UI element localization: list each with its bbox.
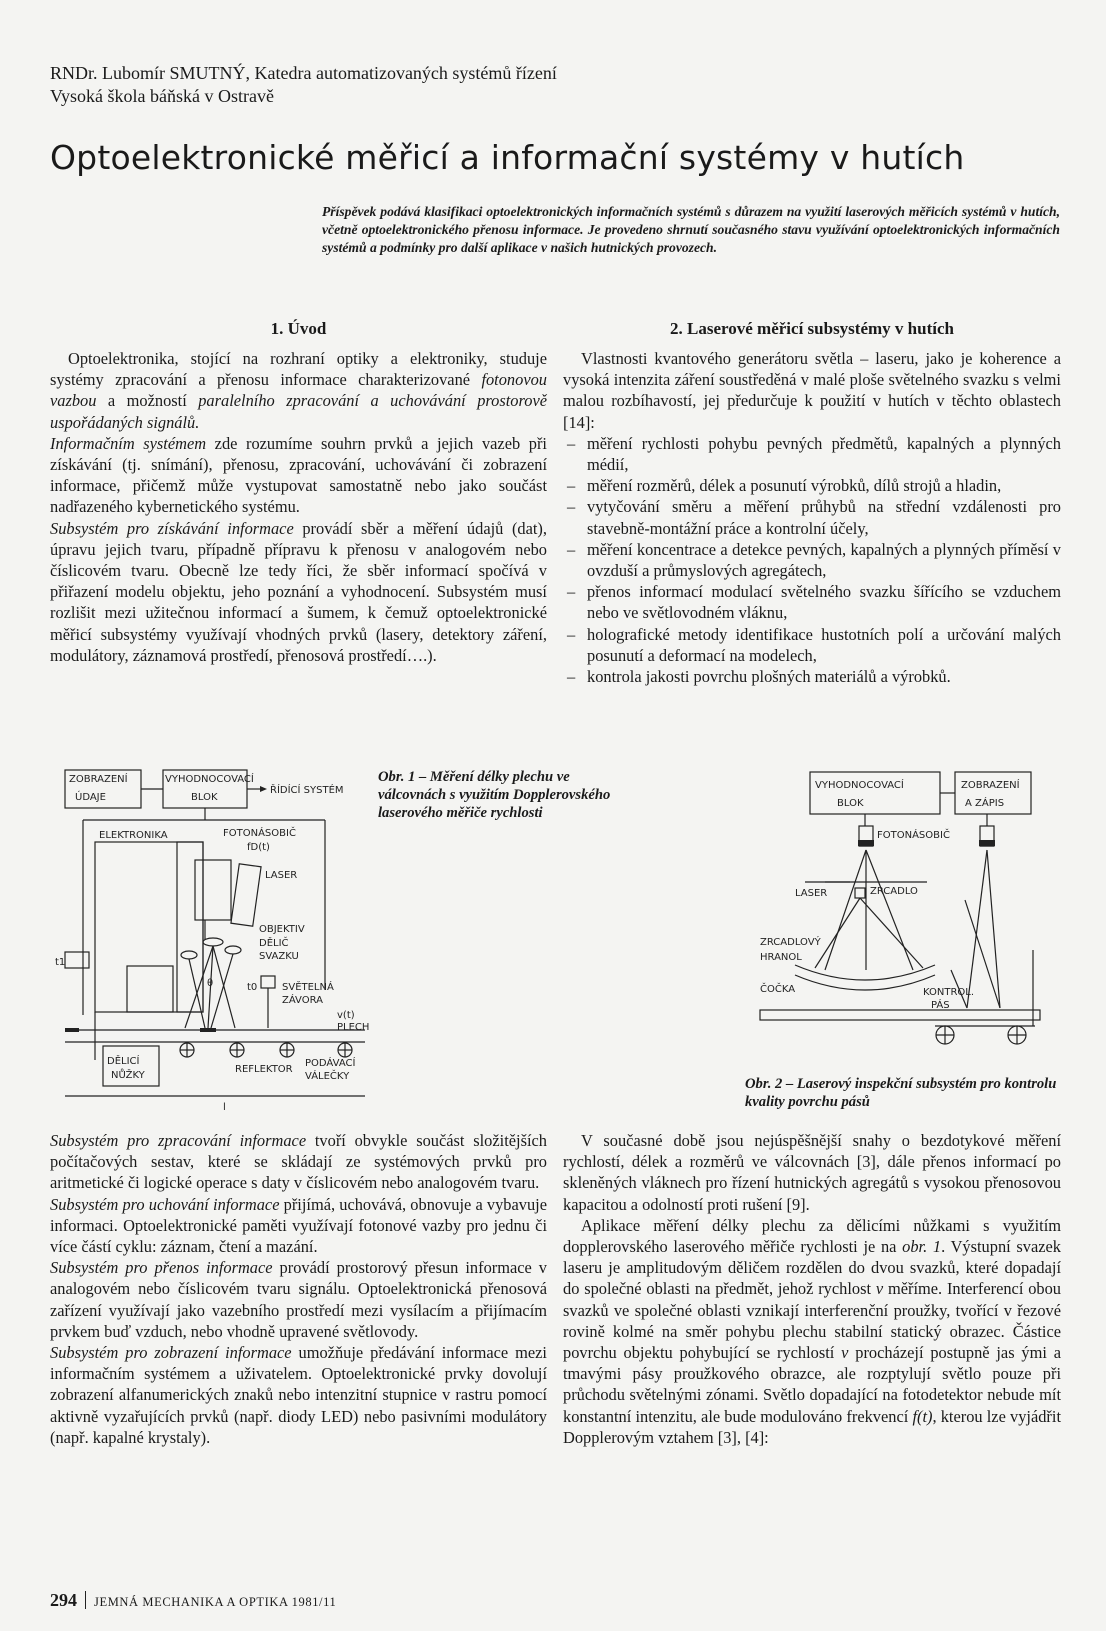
fig2-label: VYHODNOCOVACÍ	[815, 780, 904, 791]
paragraph	[50, 1342, 547, 1448]
list-item: – kontrola jakosti povrchu plošných materiálů a výrobků.	[563, 666, 1061, 687]
fig1-label: LASER	[265, 870, 298, 881]
fig1-label: FOTONÁSOBIČ	[223, 828, 296, 839]
emphasis: fotonovou vazbou	[50, 370, 547, 411]
author-block	[50, 62, 557, 108]
text-run: přijímá, uchovává, obnovuje a vybavuje informaci. Optoelektronické paměti využívají fotonové vazby pro jednu či více částí cyklu: záznam, čtení a mazání.	[50, 1194, 547, 1257]
term: Subsystém pro přenos informace	[50, 1258, 273, 1278]
fig1-label: ZÁVORA	[282, 995, 323, 1006]
paragraph	[50, 518, 547, 666]
fig2-label: A ZÁPIS	[965, 798, 1005, 809]
page-number: 294	[50, 1590, 77, 1610]
text-run: zde rozumíme souhrn prvků a jejich vazeb při získávání (tj. snímání), přenosu, zpracování, uchovávání či zobrazení informace, přičemž může vystupovat samostatně nebo jako součást nadřazeného kybernetického systému.	[50, 433, 547, 517]
paragraph	[50, 1130, 547, 1194]
paragraph	[50, 348, 547, 433]
fig1-label: REFLEKTOR	[235, 1064, 293, 1075]
journal-name: JEMNÁ MECHANIKA A OPTIKA 1981/11	[94, 1595, 337, 1609]
text-run: a možností	[96, 391, 199, 411]
fig2-label: LASER	[795, 888, 828, 899]
fig1-label: ELEKTRONIKA	[99, 830, 168, 841]
fig2-label: KONTROL.	[923, 987, 975, 998]
figure-reference: obr. 1	[902, 1237, 942, 1257]
fig2-label: HRANOL	[760, 952, 802, 963]
fig1-label: DĚLICÍ	[107, 1056, 140, 1067]
fig1-label: ŘÍDÍCÍ SYSTÉM	[270, 785, 344, 796]
list-item: – měření koncentrace a detekce pevných, kapalných a plynných příměsí v ovzduší a průmyslových agregátech,	[563, 539, 1061, 581]
figure-1-diagram	[55, 760, 370, 1115]
variable: v	[875, 1279, 884, 1299]
author-line: RNDr. Lubomír SMUTNÝ, Katedra automatizovaných systémů řízení	[50, 63, 557, 83]
fig1-label: l	[223, 1102, 226, 1113]
list-item: – měření rychlosti pohybu pevných předmětů, kapalných a plynných médií,	[563, 433, 1061, 475]
text-run: , kterou lze vyjádřit Dopplerovým vztahem [3], [4]:	[563, 1406, 1061, 1447]
text-run: . Výstupní svazek laseru je amplitudovým děličem rozdělen do dvou svazků, které dopadají do společné oblasti na předmět, jehož rychlost	[563, 1237, 1061, 1299]
fig1-label: DĚLIČ	[259, 938, 289, 949]
text-run: procházejí postupně jas ými a tmavými pásy proužkového obrazce, ale rozptylují světlo pouze při průchodu světelnými zónami. Světlo dopadající na fotodetektor nebude mít konstantní intenzitu, ale bude modulováno frekvencí	[563, 1343, 1062, 1426]
text-run: tvoří obvykle součást složitějších počítačových sestav, které se skládají ze systémových prvků pro aritmetické či logické operace s daty v číslicovém nebo analogovém tvaru.	[50, 1131, 547, 1193]
fig1-label: ZOBRAZENÍ	[69, 774, 128, 785]
variable: f(t)	[912, 1406, 933, 1426]
variable: v	[841, 1343, 849, 1363]
footer-divider	[85, 1591, 86, 1609]
term: Subsystém pro zpracování informace	[50, 1131, 307, 1150]
text-run: Aplikace měření délky plechu za dělicími nůžkami s využitím dopplerovského laserového měřiče rychlosti je na	[563, 1215, 1061, 1257]
fig1-label: SVĚTELNÁ	[282, 982, 334, 993]
figure-2-caption: Obr. 2 – Laserový inspekční subsystém pro kontrolu kvality povrchu pásů	[745, 1076, 1057, 1110]
fig1-label: fD(t)	[247, 842, 270, 853]
list-item: – přenos informací modulací světelného svazku šířícího se vzduchem nebo ve světlovodném vláknu,	[563, 581, 1061, 623]
column-4	[563, 1130, 1061, 1448]
text-run: umožňuje předávání informace mezi informačním systémem a uživatelem. Optoelektronické prvky dovolují zobrazení alfanumerických znaků nebo intenzitní stupnice v rastru pomocí aktivně vyzařujících prvků (např. diody LED) nebo pasivními modulátory (např. kapalné krystaly).	[50, 1343, 547, 1447]
text-run: Optoelektronika, stojící na rozhraní optiky a elektroniky, studuje systémy zpracování a přenosu informace charakterizované	[50, 349, 547, 390]
term: Subsystém pro uchování informace	[50, 1194, 280, 1214]
fig1-label: PLECH	[337, 1022, 370, 1033]
section-heading-laser: 2. Laserové měřicí subsystémy v hutích	[670, 319, 954, 338]
paragraph: Vlastnosti kvantového generátoru světla – laseru, jako je koherence a vysoká intenzita záření soustředěná v malé ploše světelného svazku s velmi malou rozbíhavostí, jej předurčuje k použití v hutích v těchto oblastech [14]:	[563, 349, 1061, 432]
fig1-label: ÚDAJE	[75, 792, 106, 803]
fig1-label: t1	[55, 957, 66, 968]
fig2-label: ZOBRAZENÍ	[961, 780, 1020, 791]
text-run: provádí sběr a měření údajů (dat), úpravu jejich tvaru, případně přípravu k přenosu v analogovém nebo číslicovém tvaru. Obecně lze tedy říci, že sběr informací spočívá v přiřazení modelu objektu, jeho poznání a vyhodnocení. Subsystém musí rozlišit mezi užitečnou informací a šumem, k čemuž optoelektronické měřicí subsystémy využívají vhodných prvků (lasery, detektory záření, modulátory, záznamová prostředí, přenosová prostředí….).	[50, 518, 547, 665]
section-heading-intro: 1. Úvod	[270, 319, 327, 338]
fig1-label: t0	[247, 982, 258, 993]
fig1-label: VYHODNOCOVACÍ	[165, 774, 254, 785]
text-run: provádí prostorový přesun informace v analogovém nebo číslicovém tvaru signálu. Optoelektronická přenosová zařízení využívají jako vazebního prostředí mezi vysílacím a přijímacím prvkem buď vzduch, nebo vhodně upravené světlovody.	[50, 1258, 547, 1341]
term: Informačním systémem	[50, 433, 207, 453]
column-3	[50, 1130, 547, 1448]
column-1	[50, 318, 547, 666]
fig1-label: SVAZKU	[259, 951, 299, 962]
list-item: – měření rozměrů, délek a posunutí výrobků, dílů strojů a hladin,	[563, 475, 1061, 496]
figure-2-diagram	[755, 770, 1060, 1055]
affiliation-line: Vysoká škola báňská v Ostravě	[50, 86, 274, 106]
abstract: Příspěvek podává klasifikaci optoelektronických informačních systémů s důrazem na využití laserových měřicích systémů v hutích, včetně optoelektronického přenosu informace. Je provedeno shrnutí současného stavu využívání optoelektronických informačních systémů a podmínky pro další aplikace v našich hutnických provozech.	[322, 204, 1060, 255]
emphasis: paralelního zpracování a uchovávání prostorově uspořádaných signálů.	[50, 391, 547, 432]
page-footer	[50, 1590, 336, 1612]
list-item: – vytyčování směru a měření průhybů na střední vzdálenosti pro stavebně-montážní práce a kontrolní účely,	[563, 496, 1061, 538]
term: Subsystém pro zobrazení informace	[50, 1343, 292, 1363]
fig1-label: VÁLEČKY	[305, 1071, 350, 1082]
fig2-label: BLOK	[837, 798, 864, 809]
application-list	[563, 433, 1061, 687]
fig1-label: PODÁVACÍ	[305, 1058, 356, 1069]
fig2-label: ZRCADLOVÝ	[760, 937, 821, 948]
fig1-label: v(t)	[337, 1010, 355, 1021]
paragraph	[563, 1215, 1061, 1448]
fig1-label: BLOK	[191, 792, 218, 803]
column-2	[563, 318, 1061, 687]
fig2-label: FOTONÁSOBIČ	[877, 830, 950, 841]
fig1-label: OBJEKTIV	[259, 924, 305, 935]
fig2-label: ZRCADLO	[870, 886, 918, 897]
paragraph	[50, 433, 547, 518]
term: Subsystém pro získávání informace	[50, 518, 294, 538]
paragraph	[50, 1257, 547, 1342]
fig2-label: PÁS	[931, 1000, 950, 1011]
list-item: – holografické metody identifikace hustotních polí a určování malých posunutí a deformací na modelech,	[563, 624, 1061, 666]
article-title: Optoelektronické měřicí a informační systémy v hutích	[50, 138, 965, 177]
figure-1-caption: Obr. 1 – Měření délky plechu ve válcovnách s využitím Dopplerovského laserového měřiče rychlosti	[378, 769, 611, 821]
fig2-label: ČOČKA	[760, 984, 796, 995]
paragraph: V současné době jsou nejúspěšnější snahy o bezdotykové měření rychlostí, délek a rozměrů ve válcovnách [3], dále přenos informací po skleněných vláknech pro řízení hutnických agregátů s vysokou přenosovou kapacitou a odolností proti rušení [9].	[563, 1131, 1061, 1214]
fig1-label: θ	[207, 978, 214, 989]
paragraph	[50, 1194, 547, 1258]
text-run: měříme. Interferencí obou svazků ve společné oblasti vznikají interferenční proužky, tvořící v řezové rovině kolmé na směr pohybu plechu stabilní statický obrazec. Částice povrchu objektu pohybující se rychlostí	[563, 1279, 1061, 1363]
fig1-label: NŮŽKY	[111, 1070, 145, 1081]
